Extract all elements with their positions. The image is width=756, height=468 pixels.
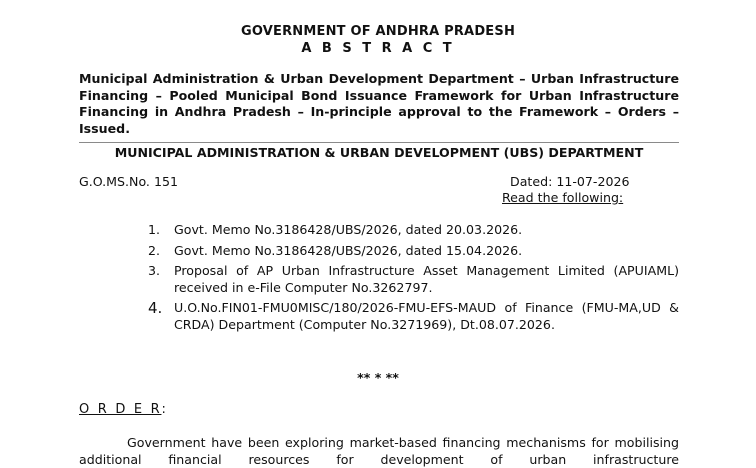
order-heading-label: O R D E R xyxy=(79,402,162,417)
reference-item xyxy=(148,263,679,296)
references-list xyxy=(148,222,679,337)
section-separator: ** * ** xyxy=(357,370,399,385)
horizontal-divider xyxy=(79,142,679,143)
subject-paragraph: Municipal Administration & Urban Development Department – Urban Infrastructure Financing – Pooled Municipal Bond Issuance Framework for Urban Infrastructure Financing in Andhra Pradesh – In-principle approval to the Framework – Orders – Issued. xyxy=(79,71,679,136)
government-title: GOVERNMENT OF ANDHRA PRADESH xyxy=(240,24,516,39)
reference-number: 4. xyxy=(148,299,163,317)
reference-number: 1. xyxy=(148,222,161,237)
reference-number: 2. xyxy=(148,242,161,258)
department-heading: MUNICIPAL ADMINISTRATION & URBAN DEVELOPMENT (UBS) DEPARTMENT xyxy=(114,145,644,160)
reference-text: Proposal of AP Urban Infrastructure Asset Management Limited (APUIAML) received in e-File Computer No.3262797. xyxy=(174,263,679,295)
reference-item xyxy=(148,243,679,260)
order-heading-colon: : xyxy=(161,402,169,417)
order-number: G.O.MS.No. 151 xyxy=(79,174,178,189)
reference-item xyxy=(148,222,679,239)
reference-number: 3. xyxy=(148,263,161,278)
order-date: Dated: 11-07-2026 xyxy=(510,174,630,189)
reference-text: U.O.No.FIN01-FMU0MISC/180/2026-FMU-EFS-MAUD of Finance (FMU-MA,UD & CRDA) Department (Computer No.3271969), Dt.08.07.2026. xyxy=(174,300,679,332)
reference-item xyxy=(148,300,679,333)
order-body-paragraph: Government have been exploring market-based financing mechanisms for mobilising additional financial resources for development of urban infrastructure xyxy=(79,435,679,467)
abstract-heading: A B S T R A C T xyxy=(301,41,455,56)
read-the-following: Read the following: xyxy=(502,190,624,205)
reference-text: Govt. Memo No.3186428/UBS/2026, dated 15.04.2026. xyxy=(174,242,523,258)
reference-text: Govt. Memo No.3186428/UBS/2026, dated 20.03.2026. xyxy=(174,222,523,237)
order-heading xyxy=(79,402,168,417)
